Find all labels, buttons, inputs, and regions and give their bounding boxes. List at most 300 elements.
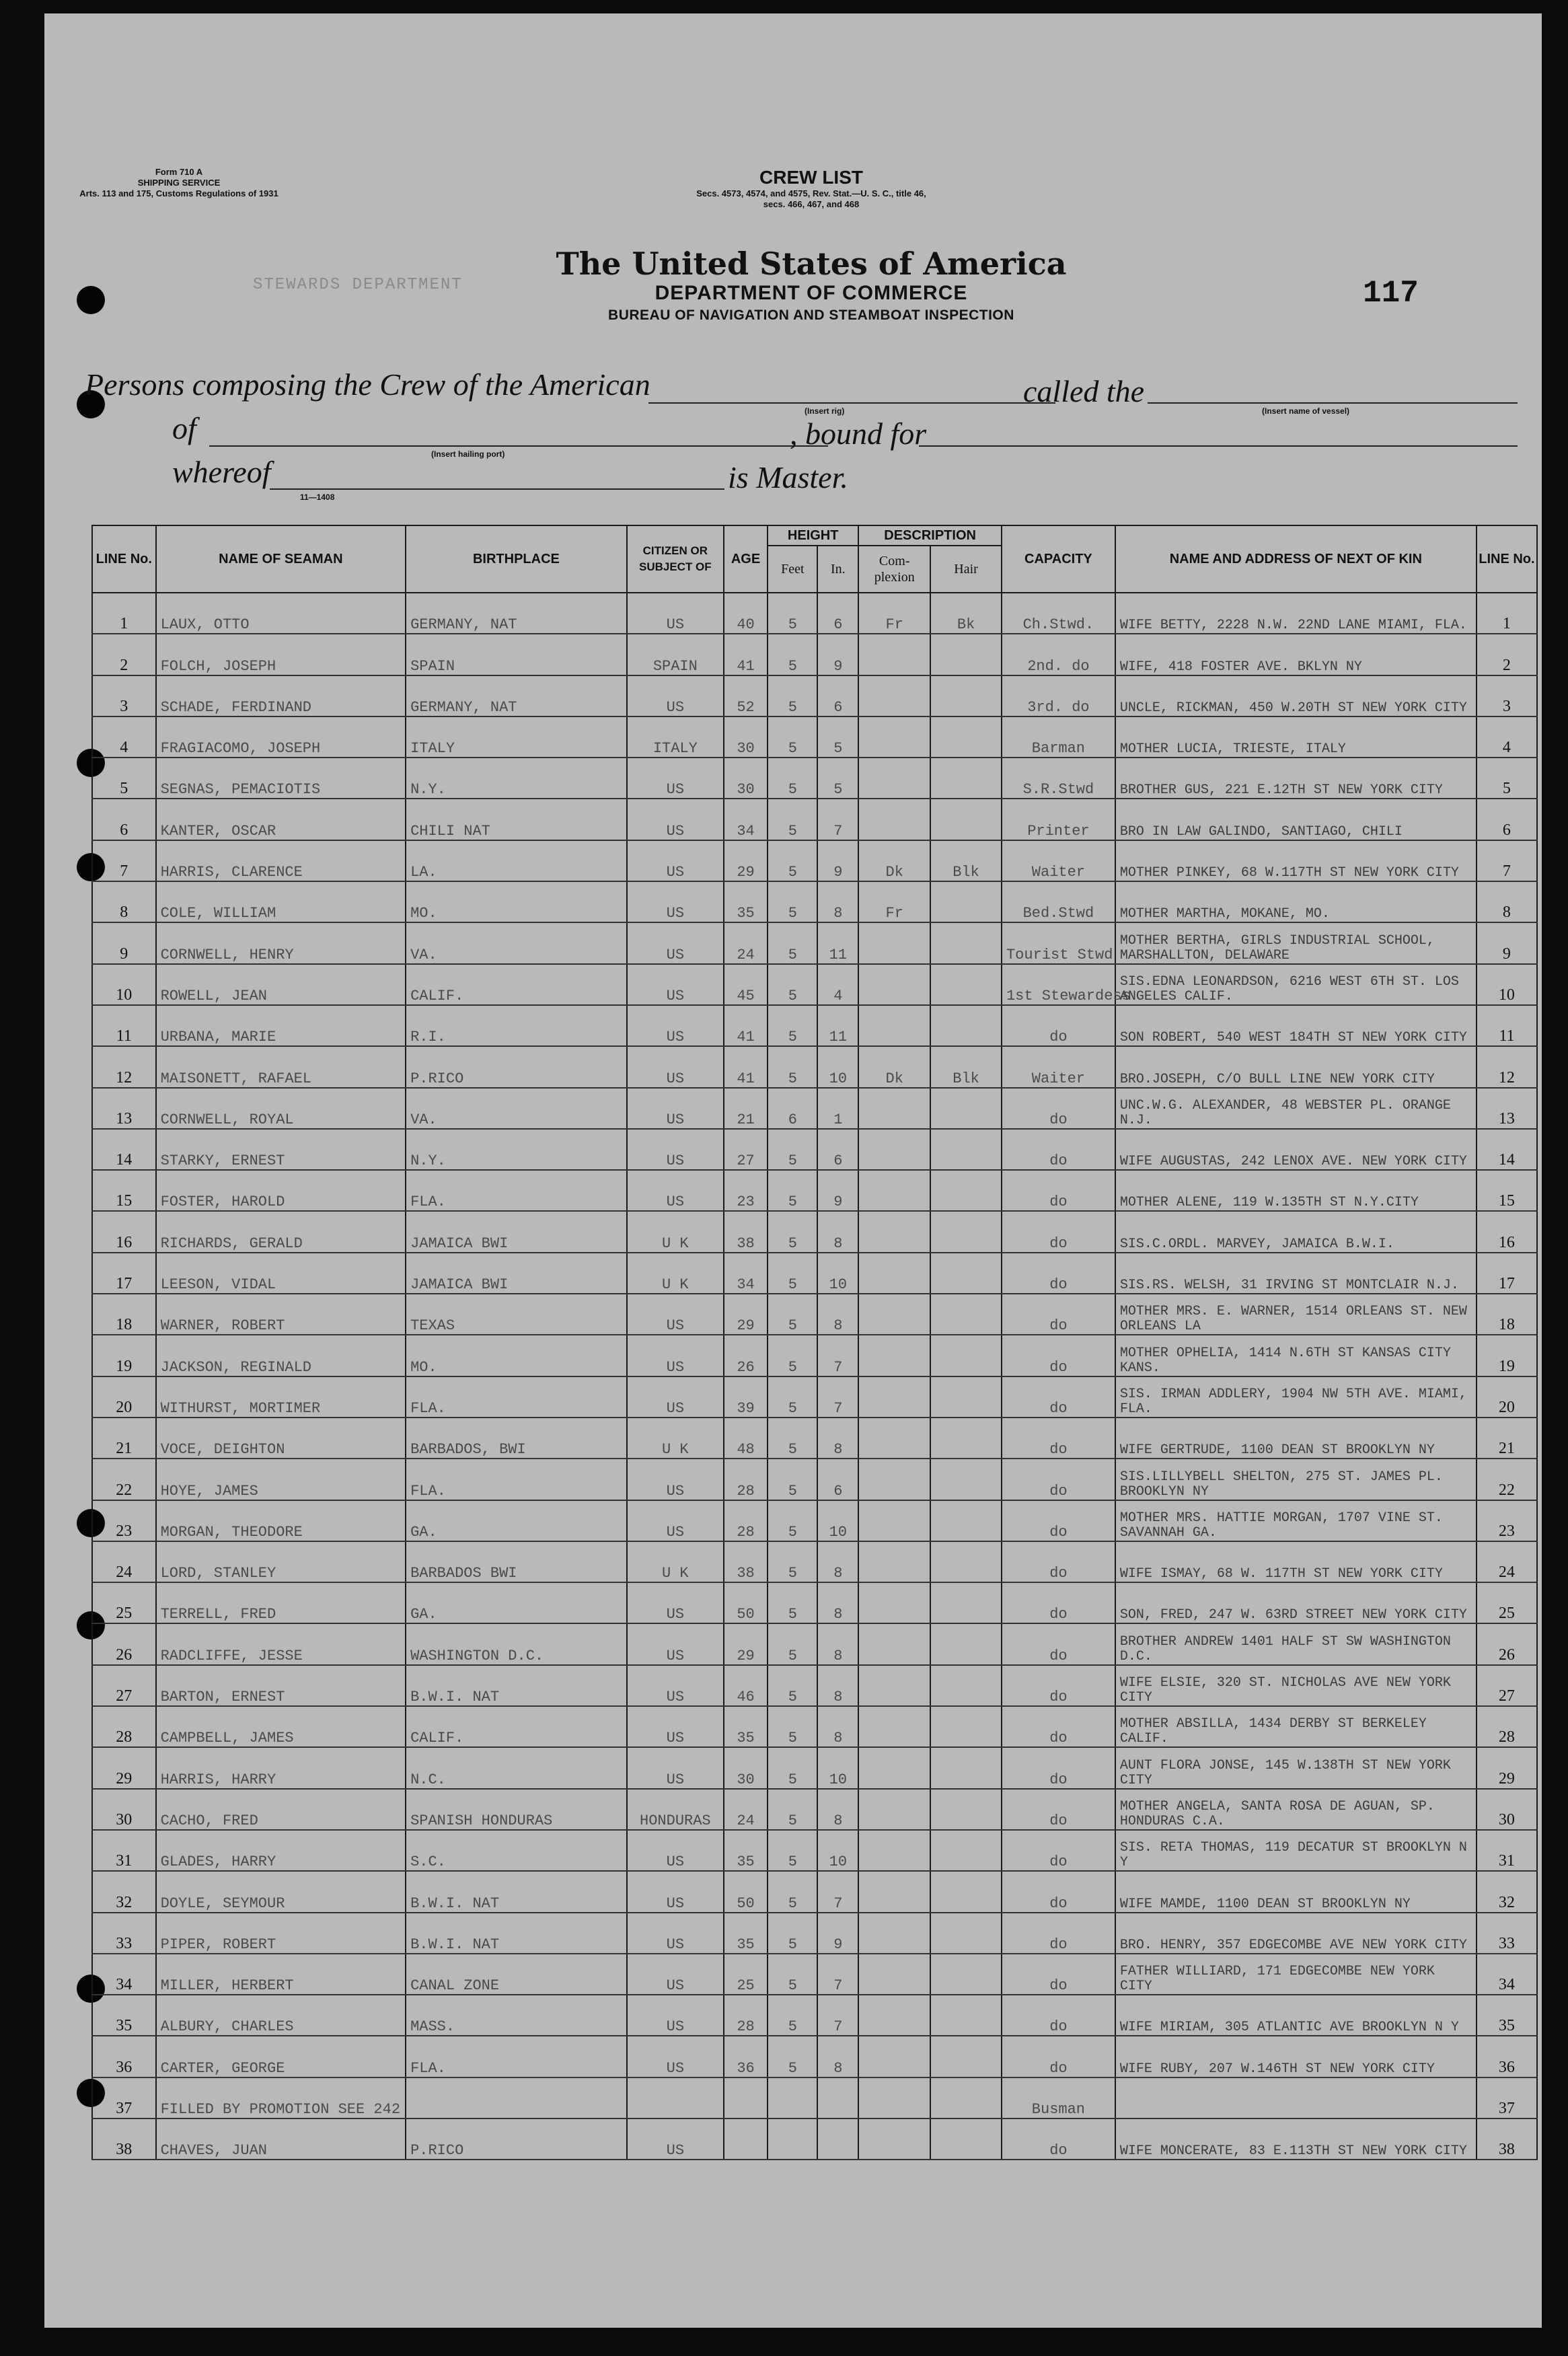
next-of-kin: BRO.JOSEPH, C/O BULL LINE NEW YORK CITY [1115,1046,1477,1087]
seaman-name: LAUX, OTTO [156,593,406,634]
citizenship: US [627,1954,724,1995]
hair-color [930,1129,1002,1170]
height-feet: 5 [768,634,817,675]
rig-hint: (Insert rig) [805,406,845,416]
capacity: do [1002,1789,1115,1830]
vessel-field[interactable] [1148,402,1518,404]
country-title: The United States of America [556,246,1067,282]
row-line-number: 12 [92,1046,156,1087]
next-of-kin: UNCLE, RICKMAN, 450 W.20TH ST NEW YORK CITY [1115,675,1477,716]
hair-color [930,1500,1002,1541]
height-feet: 5 [768,716,817,758]
hair-color [930,1706,1002,1747]
next-of-kin: WIFE MIRIAM, 305 ATLANTIC AVE BROOKLYN N Y [1115,1995,1477,2036]
header-hair: Hair [930,546,1002,593]
table-row [92,1129,1537,1170]
capacity: do [1002,1418,1115,1459]
row-line-number-right: 1 [1477,593,1537,634]
hair-color [930,1459,1002,1500]
table-row [92,922,1537,963]
birthplace: GA. [406,1582,627,1623]
table-row [92,634,1537,675]
birthplace: CHILI NAT [406,799,627,840]
height-inches: 8 [817,1541,858,1582]
hair-color [930,1294,1002,1335]
row-line-number: 33 [92,1913,156,1954]
height-feet [768,2077,817,2119]
height-inches: 5 [817,758,858,799]
birthplace: P.RICO [406,1046,627,1087]
height-feet: 5 [768,1871,817,1912]
department-title: DEPARTMENT OF COMMERCE [655,282,968,304]
complexion: Fr [858,593,930,634]
next-of-kin: MOTHER ABSILLA, 1434 DERBY ST BERKELEY CALIF. [1115,1706,1477,1747]
citizenship: US [627,964,724,1005]
table-row [92,1830,1537,1871]
row-line-number: 35 [92,1995,156,2036]
seaman-name: LEESON, VIDAL [156,1253,406,1294]
row-line-number: 21 [92,1418,156,1459]
capacity: do [1002,1913,1115,1954]
height-feet: 5 [768,1335,817,1376]
seaman-name: HOYE, JAMES [156,1459,406,1500]
crew-list-title: CREW LIST [759,167,863,188]
height-feet: 5 [768,1376,817,1418]
hair-color [930,1335,1002,1376]
table-row [92,1376,1537,1418]
row-line-number: 23 [92,1500,156,1541]
complexion: Fr [858,881,930,922]
next-of-kin: WIFE MAMDE, 1100 DEAN ST BROOKLYN NY [1115,1871,1477,1912]
birthplace: BARBADOS, BWI [406,1418,627,1459]
citizenship: US [627,1913,724,1954]
row-line-number-right: 20 [1477,1376,1537,1418]
height-inches: 7 [817,1954,858,1995]
capacity: do [1002,1211,1115,1252]
height-inches: 8 [817,1582,858,1623]
seaman-name: ALBURY, CHARLES [156,1995,406,2036]
print-code: 11—1408 [300,492,335,502]
birthplace: JAMAICA BWI [406,1253,627,1294]
citizenship: US [627,922,724,963]
height-inches: 8 [817,1665,858,1706]
header-citizen: CITIZEN OR SUBJECT OF [627,525,724,593]
header-description: DESCRIPTION [858,525,1002,546]
table-row [92,675,1537,716]
height-feet: 5 [768,1706,817,1747]
age: 38 [724,1211,768,1252]
height-inches: 8 [817,2036,858,2077]
table-row [92,1954,1537,1995]
capacity: do [1002,1376,1115,1418]
seaman-name: FRAGIACOMO, JOSEPH [156,716,406,758]
birthplace: SPAIN [406,634,627,675]
complexion [858,1913,930,1954]
height-feet: 5 [768,1995,817,2036]
capacity: Bed.Stwd [1002,881,1115,922]
header-age: AGE [724,525,768,593]
table-row [92,1871,1537,1912]
hair-color [930,1376,1002,1418]
hair-color [930,1665,1002,1706]
table-row [92,716,1537,758]
complexion [858,1665,930,1706]
citizenship [627,2077,724,2119]
destination-field[interactable] [919,445,1518,447]
complexion [858,1706,930,1747]
age: 26 [724,1335,768,1376]
capacity: do [1002,1995,1115,2036]
complexion [858,1170,930,1211]
hair-color [930,2036,1002,2077]
hair-color [930,1541,1002,1582]
birthplace: FLA. [406,1459,627,1500]
height-feet: 5 [768,1170,817,1211]
citizenship: US [627,799,724,840]
seaman-name: CORNWELL, ROYAL [156,1088,406,1129]
next-of-kin: WIFE RUBY, 207 W.146TH ST NEW YORK CITY [1115,2036,1477,2077]
next-of-kin: SIS.LILLYBELL SHELTON, 275 ST. JAMES PL. BROOKLYN NY [1115,1459,1477,1500]
age: 35 [724,881,768,922]
next-of-kin: BROTHER ANDREW 1401 HALF ST SW WASHINGTON D.C. [1115,1623,1477,1664]
age: 41 [724,634,768,675]
seaman-name: LORD, STANLEY [156,1541,406,1582]
row-line-number-right: 35 [1477,1995,1537,2036]
height-feet: 5 [768,964,817,1005]
height-feet: 5 [768,1418,817,1459]
row-line-number: 29 [92,1747,156,1788]
birthplace: LA. [406,840,627,881]
hair-color [930,1211,1002,1252]
height-feet: 5 [768,922,817,963]
citizenship: US [627,1088,724,1129]
seaman-name: CHAVES, JUAN [156,2119,406,2160]
complexion [858,1459,930,1500]
citizenship: US [627,1459,724,1500]
seaman-name: URBANA, MARIE [156,1005,406,1046]
capacity: Busman [1002,2077,1115,2119]
birthplace: CALIF. [406,964,627,1005]
age: 23 [724,1170,768,1211]
age: 28 [724,1995,768,2036]
next-of-kin: WIFE, 418 FOSTER AVE. BKLYN NY [1115,634,1477,675]
seaman-name: COLE, WILLIAM [156,881,406,922]
capacity: do [1002,2119,1115,2160]
next-of-kin: WIFE ELSIE, 320 ST. NICHOLAS AVE NEW YORK CITY [1115,1665,1477,1706]
complexion [858,1623,930,1664]
capacity: do [1002,1747,1115,1788]
bound-label: , bound for [790,416,927,451]
row-line-number-right: 4 [1477,716,1537,758]
crew-rows [92,593,1537,2160]
citizenship: US [627,1376,724,1418]
hair-color [930,1954,1002,1995]
height-inches: 7 [817,1376,858,1418]
height-feet: 6 [768,1088,817,1129]
hailing-port-field[interactable] [209,445,828,447]
table-row [92,1789,1537,1830]
birthplace: N.Y. [406,1129,627,1170]
row-line-number: 24 [92,1541,156,1582]
age: 41 [724,1046,768,1087]
citizenship: US [627,593,724,634]
complexion [858,1830,930,1871]
birthplace: MO. [406,1335,627,1376]
seaman-name: HARRIS, HARRY [156,1747,406,1788]
capacity: 1st Stewardess [1002,964,1115,1005]
table-row [92,1747,1537,1788]
table-row [92,964,1537,1005]
height-inches [817,2119,858,2160]
citizenship: US [627,1294,724,1335]
row-line-number: 37 [92,2077,156,2119]
row-line-number-right: 6 [1477,799,1537,840]
height-inches: 8 [817,1418,858,1459]
hair-color: Blk [930,1046,1002,1087]
row-line-number-right: 32 [1477,1871,1537,1912]
age: 50 [724,1871,768,1912]
hair-color [930,1995,1002,2036]
height-inches: 6 [817,1459,858,1500]
age: 36 [724,2036,768,2077]
height-inches: 9 [817,1170,858,1211]
complexion: Dk [858,840,930,881]
citizenship: US [627,1995,724,2036]
seaman-name: KANTER, OSCAR [156,799,406,840]
seaman-name: SEGNAS, PEMACIOTIS [156,758,406,799]
next-of-kin: MOTHER ALENE, 119 W.135TH ST N.Y.CITY [1115,1170,1477,1211]
header-name: NAME OF SEAMAN [156,525,406,593]
row-line-number: 30 [92,1789,156,1830]
row-line-number-right: 31 [1477,1830,1537,1871]
rig-field[interactable] [648,402,1055,404]
complexion [858,1418,930,1459]
form-service: SHIPPING SERVICE [137,178,221,188]
citizenship: US [627,675,724,716]
complexion [858,675,930,716]
master-field[interactable] [270,488,724,490]
header-complexion: Com-plexion [858,546,930,593]
citizenship: US [627,840,724,881]
table-row [92,1088,1537,1129]
birthplace: P.RICO [406,2119,627,2160]
height-feet: 5 [768,799,817,840]
height-inches: 6 [817,1129,858,1170]
birthplace: FLA. [406,1170,627,1211]
header-capacity: CAPACITY [1002,525,1115,593]
complexion [858,1871,930,1912]
header-line-no-right: LINE No. [1477,525,1537,593]
capacity: do [1002,1665,1115,1706]
table-row [92,1046,1537,1087]
age: 28 [724,1459,768,1500]
hair-color [930,922,1002,963]
capacity: do [1002,1830,1115,1871]
capacity: 2nd. do [1002,634,1115,675]
table-row [92,1995,1537,2036]
hair-color [930,1088,1002,1129]
height-feet: 5 [768,1294,817,1335]
seaman-name: CACHO, FRED [156,1789,406,1830]
table-row [92,1294,1537,1335]
citizenship: US [627,1046,724,1087]
complexion [858,964,930,1005]
age [724,2077,768,2119]
height-feet: 5 [768,1913,817,1954]
next-of-kin: BRO IN LAW GALINDO, SANTIAGO, CHILI [1115,799,1477,840]
complexion [858,1088,930,1129]
form-info [78,167,280,199]
birthplace: FLA. [406,2036,627,2077]
seaman-name: WITHURST, MORTIMER [156,1376,406,1418]
row-line-number-right: 21 [1477,1418,1537,1459]
height-inches: 9 [817,634,858,675]
age: 48 [724,1418,768,1459]
capacity: Barman [1002,716,1115,758]
table-row [92,2119,1537,2160]
height-feet: 5 [768,881,817,922]
birthplace: VA. [406,1088,627,1129]
birthplace: N.Y. [406,758,627,799]
height-inches: 4 [817,964,858,1005]
table-row [92,1005,1537,1046]
height-inches: 6 [817,593,858,634]
row-line-number: 7 [92,840,156,881]
table-row [92,1665,1537,1706]
row-line-number-right: 30 [1477,1789,1537,1830]
hair-color [930,2119,1002,2160]
stamp-text: STEWARDS DEPARTMENT [253,276,463,294]
row-line-number: 26 [92,1623,156,1664]
height-inches: 11 [817,1005,858,1046]
birthplace: JAMAICA BWI [406,1211,627,1252]
row-line-number: 8 [92,881,156,922]
height-inches: 10 [817,1830,858,1871]
row-line-number-right: 15 [1477,1170,1537,1211]
capacity: do [1002,1005,1115,1046]
next-of-kin: SIS. IRMAN ADDLERY, 1904 NW 5TH AVE. MIAMI, FLA. [1115,1376,1477,1418]
height-inches: 9 [817,840,858,881]
complexion [858,1376,930,1418]
citizenship: US [627,1500,724,1541]
hair-color [930,1871,1002,1912]
row-line-number: 1 [92,593,156,634]
next-of-kin: WIFE MONCERATE, 83 E.113TH ST NEW YORK CITY [1115,2119,1477,2160]
next-of-kin [1115,2077,1477,2119]
age: 34 [724,799,768,840]
height-feet: 5 [768,1541,817,1582]
height-feet: 5 [768,1747,817,1788]
complexion [858,758,930,799]
capacity: Printer [1002,799,1115,840]
seaman-name: PIPER, ROBERT [156,1913,406,1954]
row-line-number-right: 8 [1477,881,1537,922]
next-of-kin: MOTHER OPHELIA, 1414 N.6TH ST KANSAS CITY KANS. [1115,1335,1477,1376]
row-line-number-right: 19 [1477,1335,1537,1376]
age: 24 [724,922,768,963]
row-line-number: 13 [92,1088,156,1129]
next-of-kin: WIFE AUGUSTAS, 242 LENOX AVE. NEW YORK CITY [1115,1129,1477,1170]
row-line-number: 28 [92,1706,156,1747]
citizenship: US [627,1582,724,1623]
hair-color [930,2077,1002,2119]
row-line-number: 5 [92,758,156,799]
complexion: Dk [858,1046,930,1087]
table-row [92,1253,1537,1294]
hair-color [930,675,1002,716]
table-row [92,881,1537,922]
table-row [92,1623,1537,1664]
form-number: Form 710 A [155,167,203,177]
citizenship: US [627,1129,724,1170]
age: 35 [724,1830,768,1871]
row-line-number-right: 13 [1477,1088,1537,1129]
seaman-name: MORGAN, THEODORE [156,1500,406,1541]
header-line-no: LINE No. [92,525,156,593]
height-inches: 8 [817,881,858,922]
citizenship: US [627,1706,724,1747]
row-line-number: 9 [92,922,156,963]
hair-color [930,1005,1002,1046]
hair-color [930,716,1002,758]
row-line-number-right: 9 [1477,922,1537,963]
capacity: do [1002,1706,1115,1747]
table-row [92,1335,1537,1376]
height-feet: 5 [768,1129,817,1170]
seaman-name: CAMPBELL, JAMES [156,1706,406,1747]
table-row [92,1211,1537,1252]
complexion [858,2077,930,2119]
citizenship: US [627,758,724,799]
birthplace: B.W.I. NAT [406,1665,627,1706]
row-line-number: 32 [92,1871,156,1912]
birthplace: S.C. [406,1830,627,1871]
header-next-of-kin: NAME AND ADDRESS OF NEXT OF KIN [1115,525,1477,593]
citizenship: U K [627,1253,724,1294]
capacity: do [1002,1253,1115,1294]
table-row [92,1500,1537,1541]
table-row [92,1541,1537,1582]
birthplace: N.C. [406,1747,627,1788]
next-of-kin: WIFE GERTRUDE, 1100 DEAN ST BROOKLYN NY [1115,1418,1477,1459]
height-inches: 10 [817,1500,858,1541]
seaman-name: TERRELL, FRED [156,1582,406,1623]
row-line-number-right: 29 [1477,1747,1537,1788]
row-line-number-right: 28 [1477,1706,1537,1747]
height-feet: 5 [768,758,817,799]
age: 27 [724,1129,768,1170]
birthplace: CANAL ZONE [406,1954,627,1995]
capacity: do [1002,1954,1115,1995]
header-birthplace: BIRTHPLACE [406,525,627,593]
age: 21 [724,1088,768,1129]
row-line-number: 17 [92,1253,156,1294]
birthplace: B.W.I. NAT [406,1913,627,1954]
height-inches: 9 [817,1913,858,1954]
row-line-number-right: 22 [1477,1459,1537,1500]
citizenship: ITALY [627,716,724,758]
complexion [858,1582,930,1623]
next-of-kin: MOTHER BERTHA, GIRLS INDUSTRIAL SCHOOL, MARSHALLTON, DELAWARE [1115,922,1477,963]
birthplace: ITALY [406,716,627,758]
birthplace: GA. [406,1500,627,1541]
hair-color [930,1623,1002,1664]
row-line-number-right: 11 [1477,1005,1537,1046]
birthplace: CALIF. [406,1706,627,1747]
height-feet: 5 [768,1253,817,1294]
height-feet: 5 [768,1582,817,1623]
citizenship: US [627,1005,724,1046]
